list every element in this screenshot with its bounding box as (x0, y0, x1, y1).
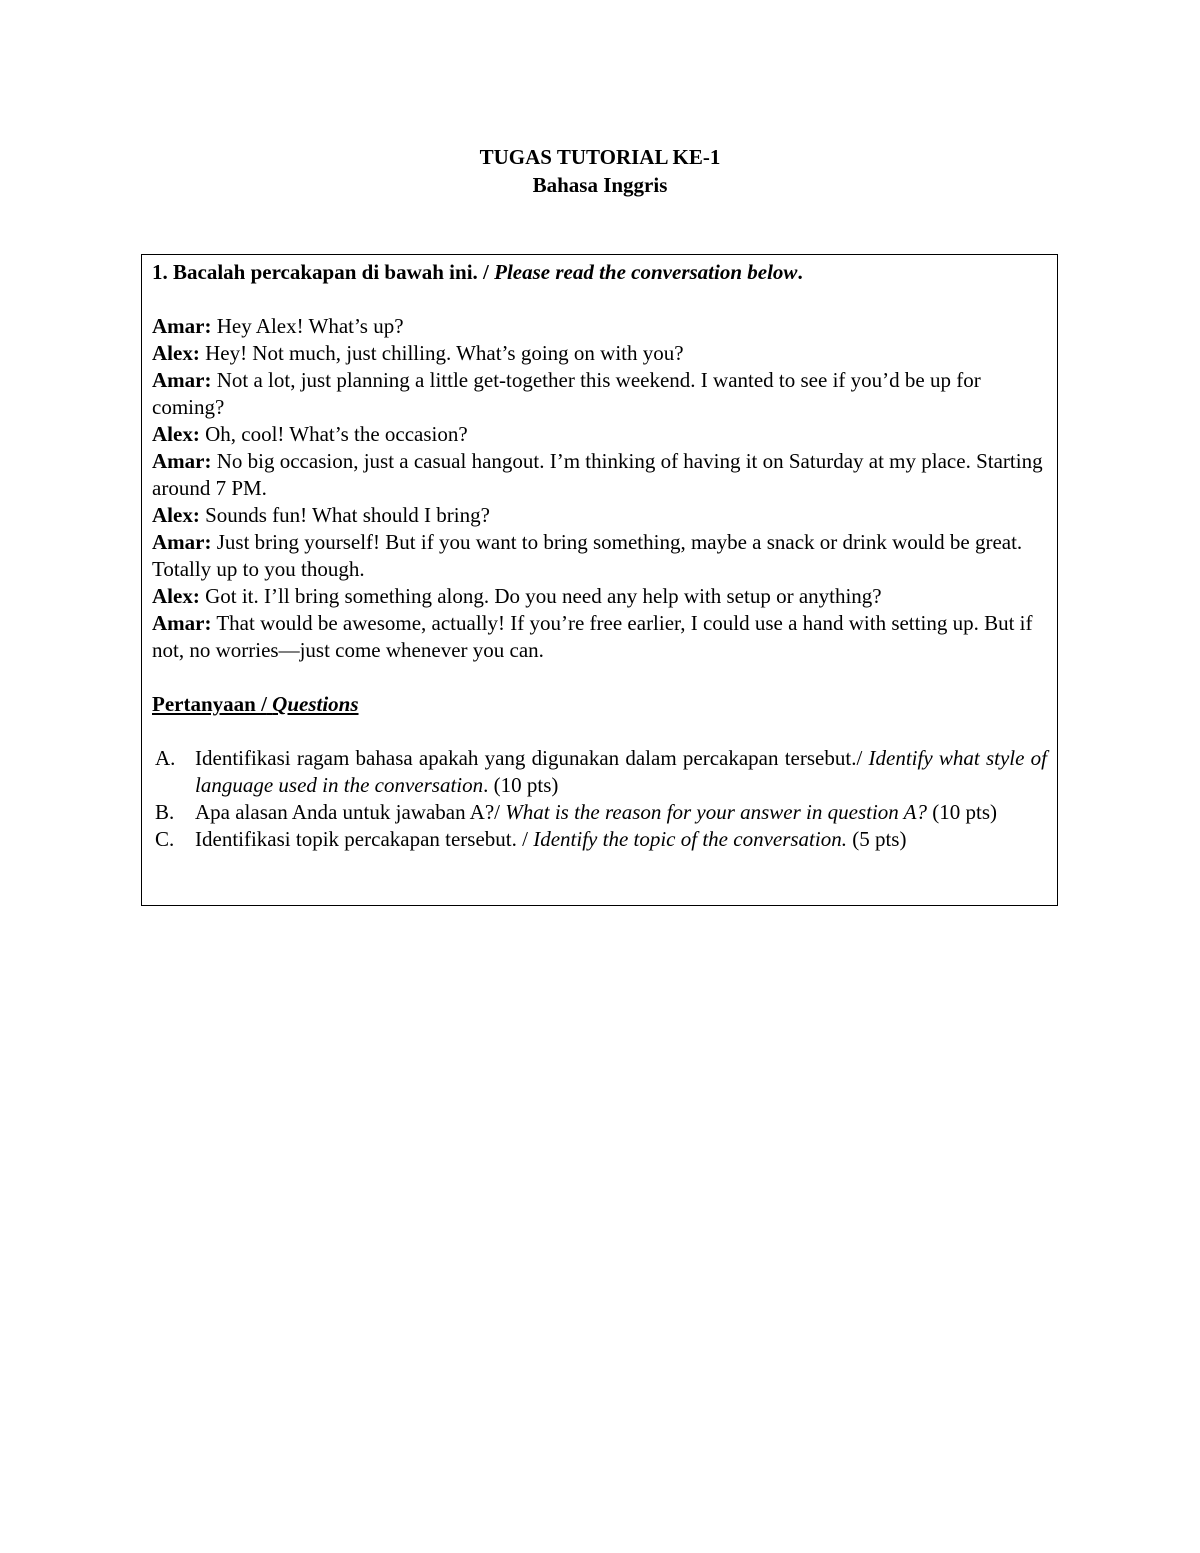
question-text-id: Identifikasi ragam bahasa apakah yang digunakan dalam percakapan tersebut./ (195, 746, 869, 770)
questions-list (152, 745, 1047, 853)
question-text-en: Identify what style of language used in the conversation (195, 746, 1047, 797)
question-points: (10 pts) (927, 800, 997, 824)
line-text: No big occasion, just a casual hangout. I’m thinking of having it on Saturday at my place. Starting around 7 PM. (152, 449, 1043, 500)
conversation-line (152, 367, 1047, 421)
question-text-id: Identifikasi topik percakapan tersebut. / (195, 827, 534, 851)
conversation-line (152, 448, 1047, 502)
conversation (152, 313, 1047, 664)
line-text: Hey Alex! What’s up? (211, 314, 404, 338)
line-text: Not a lot, just planning a little get-together this weekend. I wanted to see if you’d be up for coming? (152, 368, 981, 419)
questions-heading-en: Questions (272, 692, 359, 716)
question-item (152, 826, 1047, 853)
question-text-en: Identify the topic of the conversation. (533, 827, 847, 851)
line-text: Just bring yourself! But if you want to bring something, maybe a snack or drink would be great. Totally up to you though. (152, 530, 1023, 581)
question-text-en: What is the reason for your answer in question A? (505, 800, 927, 824)
task-instruction (152, 259, 1047, 286)
document-subtitle: Bahasa Inggris (532, 173, 668, 197)
conversation-line (152, 502, 1047, 529)
question-text-id: Apa alasan Anda untuk jawaban A?/ (195, 800, 506, 824)
question-letter: C. (155, 827, 175, 851)
line-text: Sounds fun! What should I bring? (199, 503, 490, 527)
conversation-line (152, 313, 1047, 340)
question-item (152, 799, 1047, 826)
task-separator: / (477, 260, 495, 284)
questions-heading (152, 691, 1047, 718)
speaker-name: Alex: (152, 584, 200, 608)
task-instruction-en: Please read the conversation below (494, 260, 798, 284)
speaker-name: Amar: (152, 368, 212, 392)
question-letter: A. (155, 746, 176, 770)
document-header (0, 143, 1200, 199)
question-points: . (10 pts) (483, 773, 559, 797)
document-title: TUGAS TUTORIAL KE-1 (479, 145, 721, 169)
task-box (141, 254, 1058, 906)
speaker-name: Amar: (152, 530, 212, 554)
speaker-name: Alex: (152, 422, 200, 446)
conversation-line (152, 610, 1047, 664)
line-text: Oh, cool! What’s the occasion? (199, 422, 468, 446)
question-item (152, 745, 1047, 799)
question-points: (5 pts) (846, 827, 907, 851)
task-end: . (797, 260, 803, 284)
speaker-name: Amar: (152, 314, 212, 338)
line-text: That would be awesome, actually! If you’re free earlier, I could use a hand with setting up. But if not, no worries—just come whenever you can. (152, 611, 1033, 662)
questions-heading-id: Pertanyaan / (152, 692, 267, 716)
speaker-name: Alex: (152, 341, 200, 365)
line-text: Got it. I’ll bring something along. Do you need any help with setup or anything? (199, 584, 882, 608)
conversation-line (152, 529, 1047, 583)
conversation-line (152, 583, 1047, 610)
speaker-name: Amar: (152, 449, 212, 473)
line-text: Hey! Not much, just chilling. What’s going on with you? (199, 341, 684, 365)
speaker-name: Alex: (152, 503, 200, 527)
task-number: 1. (152, 260, 168, 284)
task-instruction-id: Bacalah percakapan di bawah ini. (173, 260, 478, 284)
speaker-name: Amar: (152, 611, 212, 635)
question-letter: B. (155, 800, 175, 824)
conversation-line (152, 421, 1047, 448)
conversation-line (152, 340, 1047, 367)
